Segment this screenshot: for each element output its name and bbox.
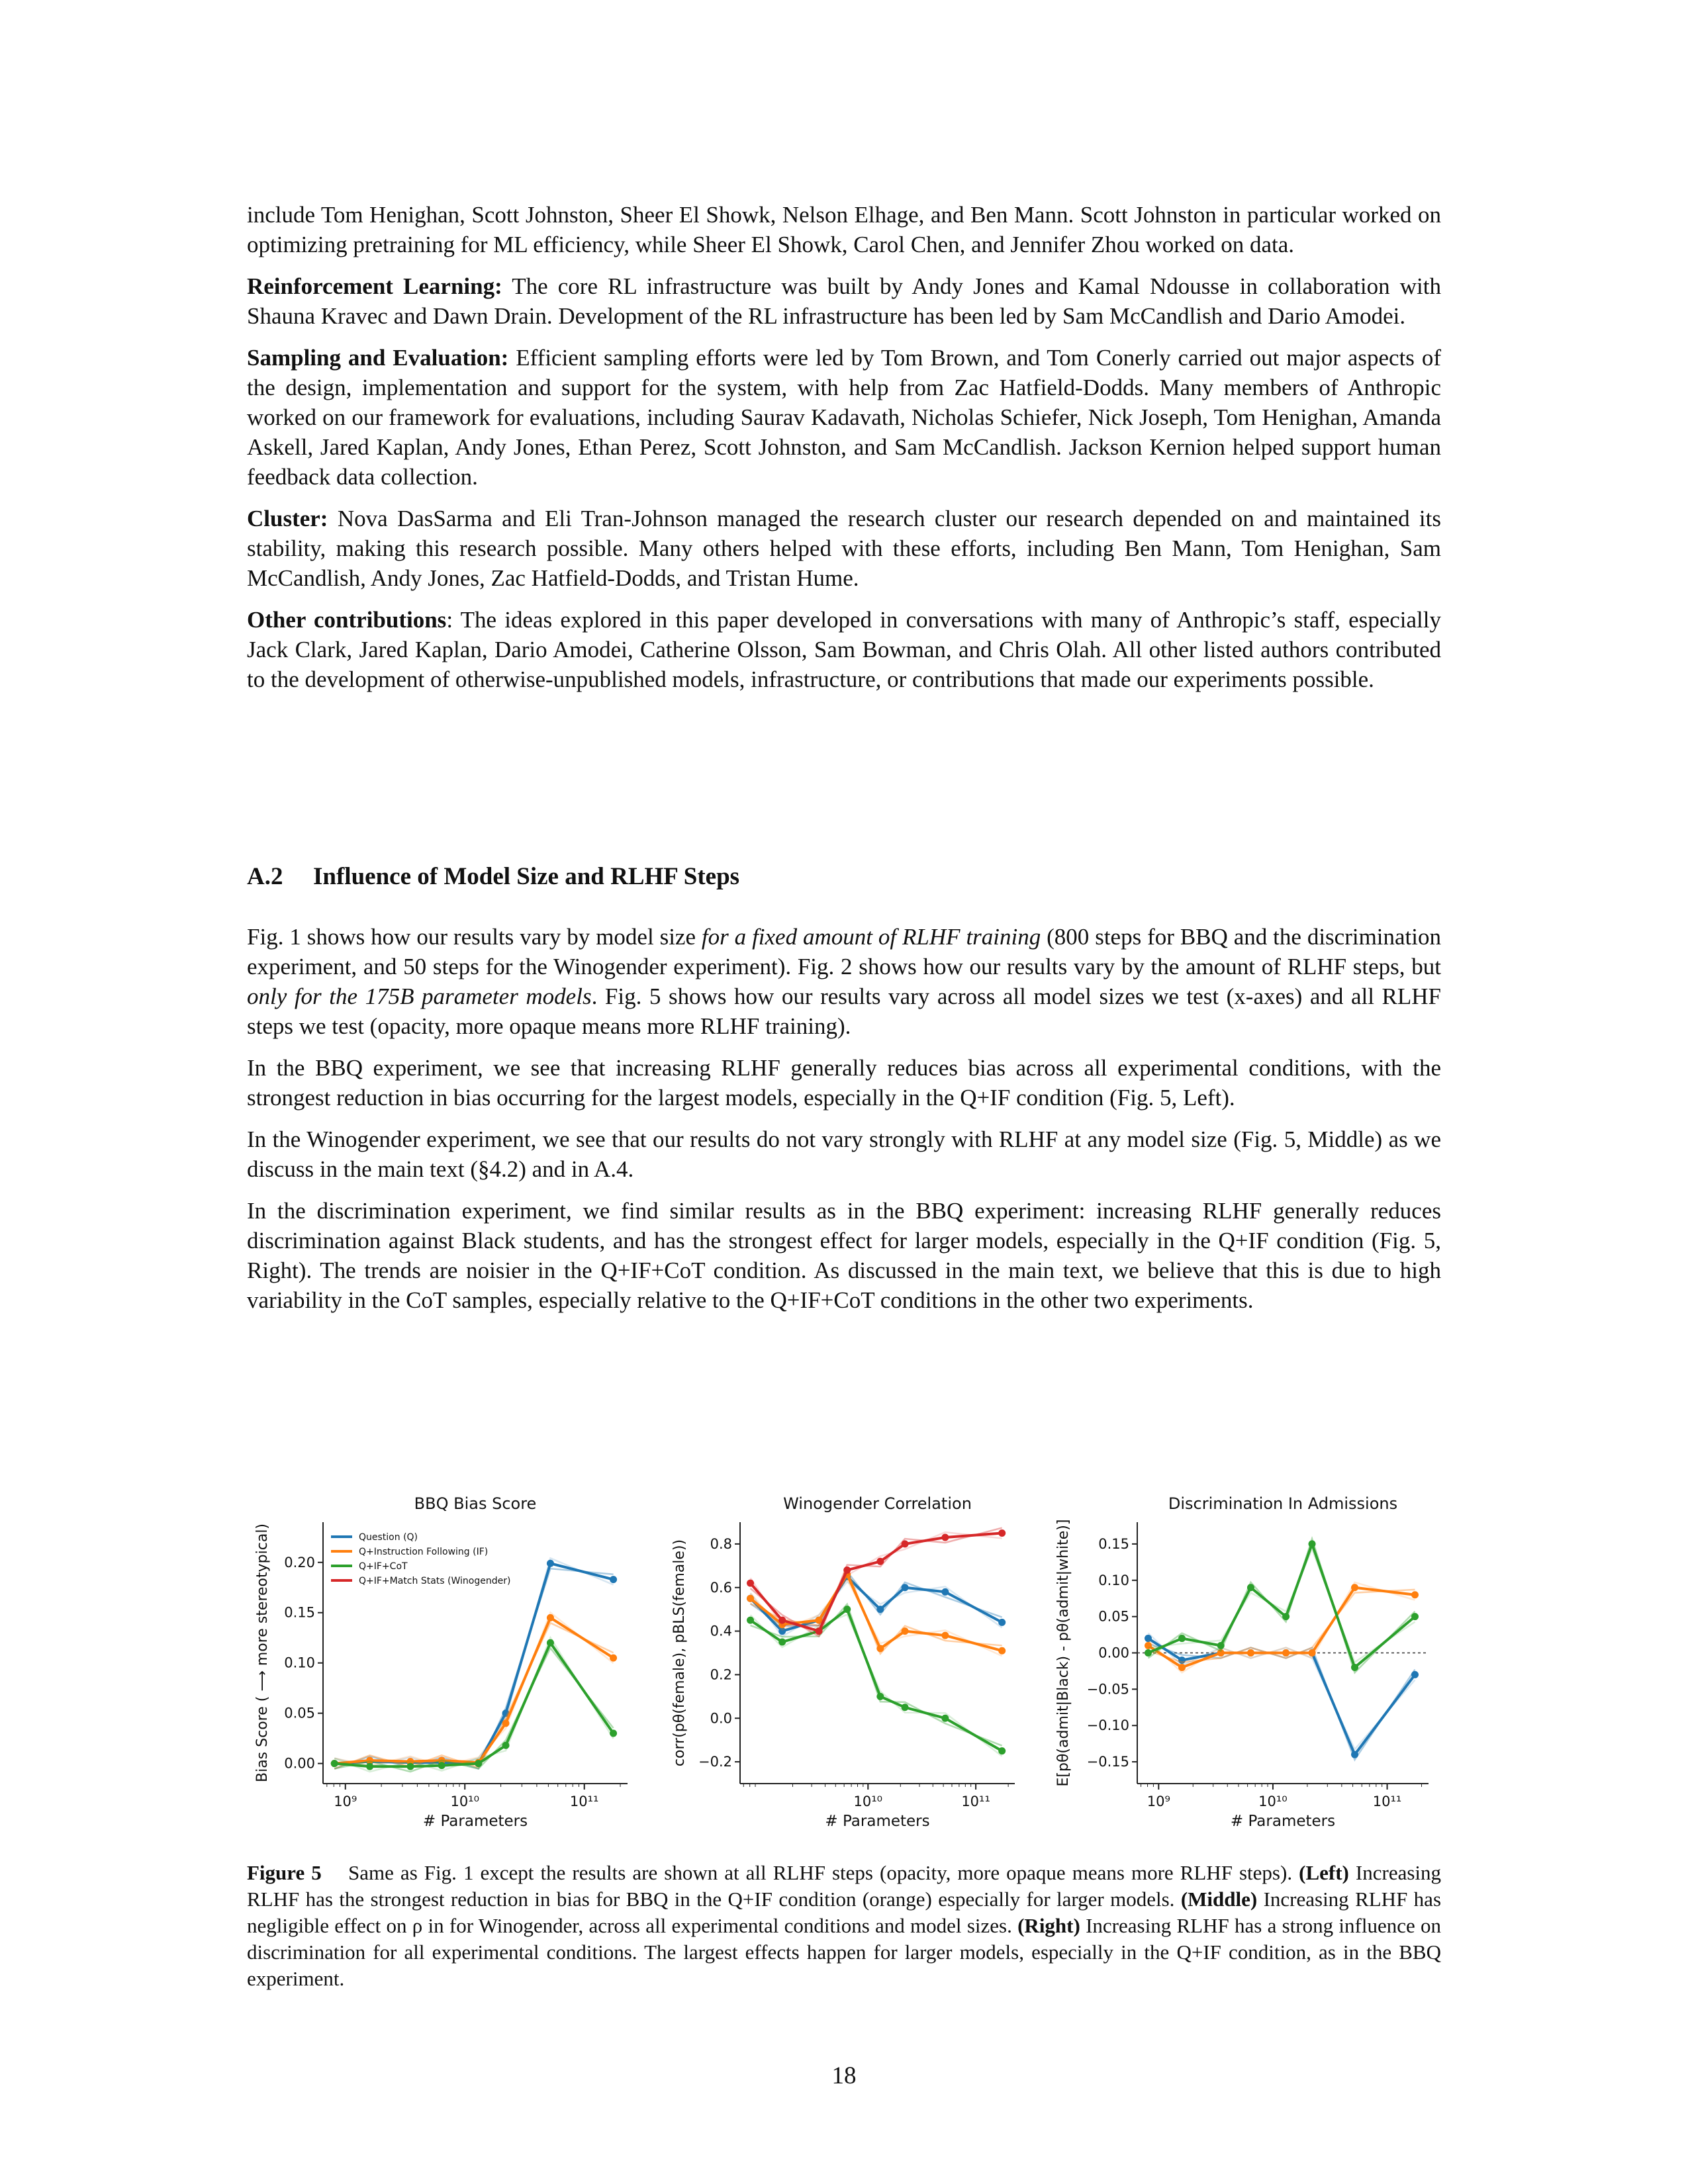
series-line-faint bbox=[334, 1643, 613, 1766]
x-tick-label: 10¹¹ bbox=[961, 1794, 990, 1809]
y-tick-label: 0.20 bbox=[284, 1554, 315, 1570]
data-point bbox=[547, 1639, 554, 1647]
data-point bbox=[843, 1606, 851, 1613]
data-point bbox=[1282, 1613, 1289, 1620]
data-point bbox=[998, 1647, 1006, 1655]
bbq-bias-chart bbox=[254, 1482, 654, 1830]
paragraph: Other contributions: The ideas explored in this paper developed in conversations with many of Anthropic’s staff, especially Jack Clark, Jared Kaplan, Dario Amodei, Catherine Olsson, Sam Bowman, and Chris Olah. All other listed authors contributed to the development of otherwise-unpublished models, infrastructure, or contributions that made our experiments possible. bbox=[247, 607, 1442, 692]
y-axis-label: corr(pθ(female), pBLS(female)) bbox=[671, 1539, 688, 1767]
discrimination-chart bbox=[1038, 1482, 1442, 1830]
paragraph: Fig. 1 shows how our results vary by model size for a fixed amount of RLHF training (800 steps for BBQ and the discrimination experiment, and 50 steps for the Winogender experiment). Fig. 2 shows how our results vary by the amount of RLHF steps, but only for the 175B parameter models. Fig. 5 shows how our results vary across all model sizes we test (x-axes) and all RLHF steps we test (opacity, more opaque means more RLHF training). bbox=[247, 924, 1442, 1039]
data-point bbox=[438, 1762, 445, 1769]
data-point bbox=[941, 1632, 949, 1639]
data-point bbox=[1411, 1613, 1419, 1620]
y-tick-label: 0.00 bbox=[284, 1755, 315, 1772]
data-point bbox=[816, 1627, 823, 1635]
legend-label: Q+IF+CoT bbox=[359, 1561, 408, 1572]
x-tick-label: 10¹⁰ bbox=[853, 1794, 883, 1809]
series-line-faint bbox=[334, 1563, 613, 1763]
legend-label: Q+IF+Match Stats (Winogender) bbox=[359, 1576, 511, 1586]
data-point bbox=[406, 1763, 414, 1770]
y-tick-label: 0.15 bbox=[284, 1604, 315, 1621]
data-point bbox=[610, 1655, 617, 1662]
legend-label: Q+Instruction Following (IF) bbox=[359, 1547, 489, 1557]
data-point bbox=[778, 1639, 786, 1646]
paragraph-lead: Sampling and Evaluation: bbox=[247, 345, 509, 371]
data-point bbox=[876, 1558, 884, 1565]
page-number: 18 bbox=[831, 2062, 857, 2089]
y-axis-label: Bias Score ( ⟶ more stereotypical) bbox=[254, 1523, 271, 1783]
data-point bbox=[502, 1742, 510, 1749]
data-point bbox=[1351, 1664, 1358, 1671]
data-point bbox=[1247, 1584, 1254, 1591]
series-line bbox=[334, 1617, 613, 1763]
y-tick-label: 0.10 bbox=[284, 1655, 315, 1671]
data-point bbox=[998, 1529, 1006, 1537]
section-number: A.2 bbox=[247, 863, 283, 890]
paragraph: Sampling and Evaluation: Efficient sampling efforts were led by Tom Brown, and Tom Conerly carried out major aspects of the design, implementation and support for the system, with help from Zac Hatfield-Dodds. Many members of Anthropic worked on our framework for evaluations, including Saurav Kadavath, Nicholas Schiefer, Nick Joseph, Tom Henighan, Amanda Askell, Jared Kaplan, Andy Jones, Ethan Perez, Scott Johnston, and Sam McCandlish. Jackson Kernion helped support human feedback data collection. bbox=[247, 345, 1442, 490]
data-point bbox=[902, 1704, 909, 1711]
y-tick-label: 0.15 bbox=[1098, 1535, 1129, 1552]
chart-title: Winogender Correlation bbox=[783, 1494, 972, 1513]
data-point bbox=[778, 1617, 786, 1624]
series-line-faint bbox=[334, 1648, 613, 1772]
data-point bbox=[1178, 1635, 1186, 1642]
paragraph-lead: Cluster: bbox=[247, 506, 328, 531]
y-tick-label: −0.2 bbox=[698, 1754, 732, 1770]
data-point bbox=[547, 1560, 554, 1567]
data-point bbox=[1178, 1664, 1186, 1671]
paragraph: Cluster: Nova DasSarma and Eli Tran-Johnson managed the research cluster our research depended on and maintained its stability, making this research possible. Many others helped with these efforts, including Ben Mann, Tom Henighan, Sam McCandlish, Andy Jones, Zac Hatfield-Dodds, and Tristan Hume. bbox=[247, 506, 1441, 591]
data-point bbox=[941, 1534, 949, 1541]
x-tick-label: 10¹¹ bbox=[1372, 1794, 1402, 1809]
data-point bbox=[1351, 1584, 1358, 1591]
x-tick-label: 10¹¹ bbox=[569, 1794, 599, 1809]
legend-label: Question (Q) bbox=[359, 1532, 418, 1543]
series-line-faint bbox=[334, 1612, 613, 1766]
y-tick-label: 0.10 bbox=[1098, 1572, 1129, 1588]
x-axis-label: # Parameters bbox=[422, 1813, 528, 1830]
data-point bbox=[747, 1595, 754, 1602]
y-axis-label: E[pθ(admit|Black) - pθ(admit|white)] bbox=[1055, 1519, 1072, 1787]
x-axis-label: # Parameters bbox=[825, 1813, 930, 1830]
winogender-chart bbox=[647, 1482, 1045, 1830]
series-line-faint bbox=[334, 1623, 613, 1768]
figure-caption: Figure 5 Same as Fig. 1 except the results are shown at all RLHF steps (opacity, more opaque means more RLHF steps). (Left) Increasing RLHF has the strongest reduction in bias for BBQ in the Q+IF condition (orange) especially for larger models. (Middle) Increasing RLHF has negligible effect on ρ in for Winogender, across all experimental conditions and model sizes. (Right) Increasing RLHF has a strong influence on discrimination for all experimental conditions. The largest effects happen for larger models, especially in the Q+IF condition, as in the BBQ experiment. bbox=[247, 1861, 1442, 1990]
series-line-faint bbox=[334, 1637, 613, 1772]
data-point bbox=[902, 1584, 909, 1591]
data-point bbox=[366, 1763, 373, 1770]
x-axis-label: # Parameters bbox=[1230, 1813, 1336, 1830]
figure-5 bbox=[254, 1482, 1442, 1830]
y-tick-label: 0.6 bbox=[710, 1579, 732, 1596]
data-point bbox=[1351, 1751, 1358, 1758]
data-point bbox=[1309, 1540, 1316, 1547]
series-line-faint bbox=[751, 1532, 1002, 1626]
x-tick-label: 10¹⁰ bbox=[450, 1794, 480, 1809]
data-point bbox=[1247, 1649, 1254, 1657]
data-point bbox=[1145, 1649, 1152, 1657]
data-point bbox=[610, 1576, 617, 1583]
data-point bbox=[843, 1567, 851, 1574]
data-point bbox=[876, 1606, 884, 1613]
data-point bbox=[1282, 1649, 1289, 1657]
y-tick-label: −0.10 bbox=[1086, 1717, 1129, 1734]
y-tick-label: −0.15 bbox=[1086, 1754, 1129, 1770]
data-point bbox=[1217, 1642, 1225, 1649]
x-tick-label: 10⁹ bbox=[334, 1794, 357, 1809]
series-line-faint bbox=[334, 1558, 613, 1768]
paragraph: Reinforcement Learning: The core RL infrastructure was built by Andy Jones and Kamal Ndousse in collaboration with Shauna Kravec and Dawn Drain. Development of the RL infrastructure has been led by Sam McCandlish and Dario Amodei. bbox=[247, 273, 1441, 329]
paragraph: include Tom Henighan, Scott Johnston, Sheer El Showk, Nelson Elhage, and Ben Mann. Scott Johnston in particular worked on optimizing pretraining for ML efficiency, while Sheer El Showk, Carol Chen, and Jennifer Zhou worked on data. bbox=[247, 202, 1441, 257]
series-line-faint bbox=[751, 1533, 1002, 1631]
x-tick-label: 10¹⁰ bbox=[1258, 1794, 1288, 1809]
paragraph: In the BBQ experiment, we see that increasing RLHF generally reduces bias across all experimental conditions, with the strongest reduction in bias occurring for the largest models, especially in the Q+IF condition (Fig. 5, Left). bbox=[247, 1055, 1441, 1111]
caption-label: Figure 5 bbox=[247, 1861, 322, 1884]
section-body bbox=[247, 922, 1441, 1327]
section-title: Influence of Model Size and RLHF Steps bbox=[313, 863, 740, 890]
y-tick-label: 0.0 bbox=[710, 1710, 732, 1727]
data-point bbox=[747, 1617, 754, 1624]
data-point bbox=[1309, 1649, 1316, 1657]
y-tick-label: 0.8 bbox=[710, 1535, 732, 1552]
data-point bbox=[475, 1760, 482, 1767]
contributions-section bbox=[247, 200, 1441, 706]
data-point bbox=[502, 1719, 510, 1727]
series-line-faint bbox=[334, 1569, 613, 1768]
data-point bbox=[998, 1747, 1006, 1754]
y-tick-label: 0.2 bbox=[710, 1666, 732, 1683]
y-tick-label: 0.05 bbox=[284, 1705, 315, 1721]
series-line bbox=[751, 1533, 1002, 1631]
data-point bbox=[1411, 1591, 1419, 1598]
data-point bbox=[331, 1760, 338, 1767]
paragraph-lead: Other contributions bbox=[247, 607, 447, 633]
data-point bbox=[902, 1627, 909, 1635]
series-line bbox=[334, 1643, 613, 1766]
series-line-faint bbox=[334, 1617, 613, 1763]
x-tick-label: 10⁹ bbox=[1147, 1794, 1170, 1809]
data-point bbox=[998, 1619, 1006, 1626]
series-line-faint bbox=[1148, 1549, 1415, 1662]
chart-title: BBQ Bias Score bbox=[414, 1494, 537, 1513]
paragraph-lead: Reinforcement Learning: bbox=[247, 273, 502, 299]
data-point bbox=[610, 1730, 617, 1737]
data-point bbox=[876, 1645, 884, 1652]
y-tick-label: 0.00 bbox=[1098, 1645, 1129, 1661]
y-tick-label: 0.4 bbox=[710, 1623, 732, 1639]
y-tick-label: −0.05 bbox=[1086, 1681, 1129, 1698]
y-tick-label: 0.05 bbox=[1098, 1608, 1129, 1625]
data-point bbox=[941, 1588, 949, 1596]
data-point bbox=[1411, 1671, 1419, 1678]
chart-title: Discrimination In Admissions bbox=[1168, 1494, 1398, 1513]
data-point bbox=[876, 1693, 884, 1700]
paragraph: In the discrimination experiment, we find similar results as in the BBQ experiment: increasing RLHF generally reduces discrimination against Black students, and has the strongest effect for larger models, especially in the Q+IF condition (Fig. 5, Right). The trends are noisier in the Q+IF+CoT condition. As discussed in the main text, we believe that this is due to high variability in the CoT samples, especially relative to the Q+IF+CoT conditions in the other two experiments. bbox=[247, 1198, 1441, 1313]
series-line bbox=[334, 1563, 613, 1763]
section-heading bbox=[247, 862, 739, 891]
data-point bbox=[902, 1540, 909, 1547]
paragraph: In the Winogender experiment, we see that our results do not vary strongly with RLHF at any model size (Fig. 5, Middle) as we discuss in the main text (§4.2) and in A.4. bbox=[247, 1126, 1441, 1182]
data-point bbox=[747, 1580, 754, 1587]
data-point bbox=[547, 1614, 554, 1621]
data-point bbox=[941, 1715, 949, 1722]
